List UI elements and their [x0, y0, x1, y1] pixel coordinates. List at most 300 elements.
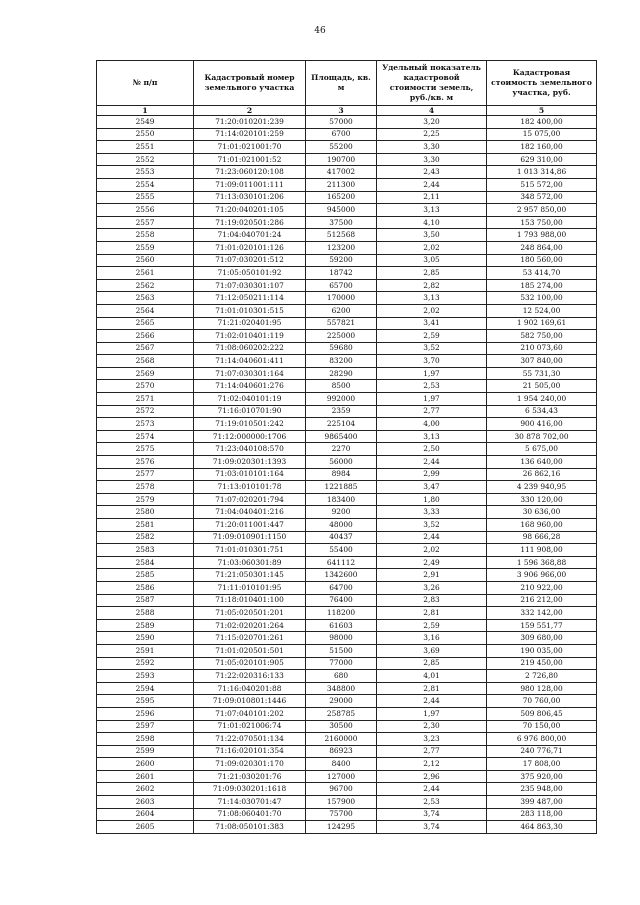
cadastral-value-cell: 216 212,00	[487, 594, 597, 607]
table-row	[97, 821, 597, 834]
row-number-cell: 2579	[97, 493, 194, 506]
area-cell: 190700	[306, 153, 377, 166]
row-number-cell: 2588	[97, 607, 194, 620]
cadastral-value-cell: 190 035,00	[487, 644, 597, 657]
cadastral-value-cell: 12 524,00	[487, 304, 597, 317]
cadastral-number-cell: 71:23:060120:108	[194, 166, 306, 179]
cadastral-value-cell: 330 120,00	[487, 493, 597, 506]
cadastral-value-cell: 1 902 169,61	[487, 317, 597, 330]
cadastral-number-cell: 71:05:050101:92	[194, 267, 306, 280]
specific-value-cell: 2,25	[377, 128, 487, 141]
table-row	[97, 644, 597, 657]
cadastral-value-cell: 55 731,30	[487, 367, 597, 380]
cadastral-number-cell: 71:09:010801:1446	[194, 695, 306, 708]
area-cell: 225000	[306, 330, 377, 343]
cadastral-number-cell: 71:21:050301:145	[194, 569, 306, 582]
cadastral-number-cell: 71:05:020101:905	[194, 657, 306, 670]
row-number-cell: 2596	[97, 707, 194, 720]
cadastral-number-cell: 71:09:010901:1150	[194, 531, 306, 544]
cadastral-value-cell: 283 118,00	[487, 808, 597, 821]
row-number-cell: 2585	[97, 569, 194, 582]
cadastral-number-cell: 71:16:040201:88	[194, 682, 306, 695]
table-row	[97, 153, 597, 166]
table-row	[97, 418, 597, 431]
table-row	[97, 808, 597, 821]
cadastral-value-cell: 629 310,00	[487, 153, 597, 166]
cadastral-value-cell: 240 776,71	[487, 745, 597, 758]
cadastral-number-cell: 71:20:010201:239	[194, 116, 306, 129]
table-row	[97, 481, 597, 494]
specific-value-cell: 2,77	[377, 745, 487, 758]
cadastral-value-cell: 185 274,00	[487, 279, 597, 292]
row-number-cell: 2580	[97, 506, 194, 519]
area-cell: 8984	[306, 468, 377, 481]
table-row	[97, 178, 597, 191]
cadastral-value-cell: 168 960,00	[487, 519, 597, 532]
area-cell: 211300	[306, 178, 377, 191]
cadastral-number-cell: 71:01:010301:751	[194, 544, 306, 557]
cadastral-value-cell: 248 864,00	[487, 241, 597, 254]
table-row	[97, 670, 597, 683]
row-number-cell: 2601	[97, 770, 194, 783]
table-row	[97, 330, 597, 343]
cadastral-value-cell: 582 750,00	[487, 330, 597, 343]
area-cell: 512568	[306, 229, 377, 242]
area-cell: 258785	[306, 707, 377, 720]
row-number-cell: 2605	[97, 821, 194, 834]
cadastral-number-cell: 71:18:010401:100	[194, 594, 306, 607]
table-row	[97, 506, 597, 519]
row-number-cell: 2593	[97, 670, 194, 683]
cadastral-number-cell: 71:08:060401:70	[194, 808, 306, 821]
cadastral-number-cell: 71:12:050211:114	[194, 292, 306, 305]
area-cell: 348800	[306, 682, 377, 695]
table-row	[97, 367, 597, 380]
area-cell: 61603	[306, 619, 377, 632]
table-row	[97, 770, 597, 783]
cadastral-value-cell: 70 760,00	[487, 695, 597, 708]
table-row	[97, 720, 597, 733]
cadastral-number-cell: 71:22:070501:134	[194, 733, 306, 746]
row-number-cell: 2553	[97, 166, 194, 179]
row-number-cell: 2599	[97, 745, 194, 758]
cadastral-value-cell: 1 954 240,00	[487, 393, 597, 406]
table-row	[97, 531, 597, 544]
cadastral-number-cell: 71:13:030101:206	[194, 191, 306, 204]
cadastral-number-cell: 71:03:060301:89	[194, 556, 306, 569]
row-number-cell: 2578	[97, 481, 194, 494]
area-cell: 8500	[306, 380, 377, 393]
area-cell: 123200	[306, 241, 377, 254]
page-number: 46	[314, 26, 326, 36]
row-number-cell: 2603	[97, 796, 194, 809]
area-cell: 127000	[306, 770, 377, 783]
row-number-cell: 2602	[97, 783, 194, 796]
area-cell: 157900	[306, 796, 377, 809]
area-cell: 2270	[306, 443, 377, 456]
cadastral-value-cell: 70 150,00	[487, 720, 597, 733]
area-cell: 28290	[306, 367, 377, 380]
cadastral-number-cell: 71:14:020101:259	[194, 128, 306, 141]
row-number-cell: 2590	[97, 632, 194, 645]
row-number-cell: 2576	[97, 456, 194, 469]
row-number-cell: 2554	[97, 178, 194, 191]
table-row	[97, 745, 597, 758]
table-row	[97, 657, 597, 670]
table-row	[97, 380, 597, 393]
cadastral-value-cell: 464 863,30	[487, 821, 597, 834]
specific-value-cell: 3,52	[377, 342, 487, 355]
area-cell: 6700	[306, 128, 377, 141]
specific-value-cell: 1,97	[377, 367, 487, 380]
specific-value-cell: 2,02	[377, 304, 487, 317]
area-cell: 417002	[306, 166, 377, 179]
specific-value-cell: 2,59	[377, 330, 487, 343]
row-number-cell: 2560	[97, 254, 194, 267]
row-number-cell: 2550	[97, 128, 194, 141]
cadastral-number-cell: 71:09:020301:1393	[194, 456, 306, 469]
cadastral-number-cell: 71:07:030301:107	[194, 279, 306, 292]
row-number-cell: 2565	[97, 317, 194, 330]
cadastral-number-cell: 71:01:021001:70	[194, 141, 306, 154]
table-row	[97, 355, 597, 368]
cadastral-value-cell: 30 636,00	[487, 506, 597, 519]
area-cell: 2359	[306, 405, 377, 418]
area-cell: 557821	[306, 317, 377, 330]
cadastral-value-cell: 1 596 368,88	[487, 556, 597, 569]
cadastral-number-cell: 71:07:030201:512	[194, 254, 306, 267]
row-number-cell: 2604	[97, 808, 194, 821]
area-cell: 75700	[306, 808, 377, 821]
row-number-cell: 2597	[97, 720, 194, 733]
table-row	[97, 317, 597, 330]
row-number-cell: 2569	[97, 367, 194, 380]
cadastral-value-cell: 1 793 988,00	[487, 229, 597, 242]
specific-value-cell: 1,97	[377, 707, 487, 720]
specific-value-cell: 2,96	[377, 770, 487, 783]
table-row	[97, 116, 597, 129]
area-cell: 59680	[306, 342, 377, 355]
row-number-cell: 2598	[97, 733, 194, 746]
cadastral-number-cell: 71:08:060202:222	[194, 342, 306, 355]
cadastral-number-cell: 71:01:021001:52	[194, 153, 306, 166]
area-cell: 2160000	[306, 733, 377, 746]
table-row	[97, 707, 597, 720]
table-row	[97, 342, 597, 355]
row-number-cell: 2591	[97, 644, 194, 657]
cadastral-number-cell: 71:01:020501:501	[194, 644, 306, 657]
table-row	[97, 556, 597, 569]
area-cell: 51500	[306, 644, 377, 657]
cadastral-value-cell: 21 505,00	[487, 380, 597, 393]
header-row-number: № п/п	[97, 61, 194, 106]
table-row	[97, 304, 597, 317]
area-cell: 48000	[306, 519, 377, 532]
specific-value-cell: 3,69	[377, 644, 487, 657]
area-cell: 64700	[306, 581, 377, 594]
cadastral-number-cell: 71:01:010301:515	[194, 304, 306, 317]
specific-value-cell: 2,77	[377, 405, 487, 418]
specific-value-cell: 2,43	[377, 166, 487, 179]
table-row	[97, 632, 597, 645]
specific-value-cell: 2,30	[377, 720, 487, 733]
cadastral-number-cell: 71:22:020316:133	[194, 670, 306, 683]
header-cadastral-value: Кадастровая стоимость земельного участка, руб.	[487, 61, 597, 106]
cadastral-number-cell: 71:02:010401:119	[194, 330, 306, 343]
table-row	[97, 393, 597, 406]
cadastral-number-cell: 71:13:010101:78	[194, 481, 306, 494]
table-row	[97, 682, 597, 695]
table-row	[97, 581, 597, 594]
column-number: 2	[194, 106, 306, 116]
specific-value-cell: 2,02	[377, 241, 487, 254]
row-number-cell: 2570	[97, 380, 194, 393]
cadastral-number-cell: 71:20:011001:447	[194, 519, 306, 532]
area-cell: 77000	[306, 657, 377, 670]
table-row	[97, 468, 597, 481]
row-number-cell: 2562	[97, 279, 194, 292]
row-number-cell: 2571	[97, 393, 194, 406]
table-row	[97, 493, 597, 506]
area-cell: 8400	[306, 758, 377, 771]
specific-value-cell: 2,44	[377, 531, 487, 544]
table-row	[97, 758, 597, 771]
row-number-cell: 2584	[97, 556, 194, 569]
cadastral-value-cell: 30 878 702,00	[487, 430, 597, 443]
cadastral-value-cell: 15 075,00	[487, 128, 597, 141]
cadastral-value-cell: 515 572,00	[487, 178, 597, 191]
table-row	[97, 204, 597, 217]
area-cell: 86923	[306, 745, 377, 758]
specific-value-cell: 2,44	[377, 456, 487, 469]
header-area: Площадь, кв. м	[306, 61, 377, 106]
area-cell: 9865400	[306, 430, 377, 443]
area-cell: 65700	[306, 279, 377, 292]
area-cell: 18742	[306, 267, 377, 280]
row-number-cell: 2573	[97, 418, 194, 431]
table-row	[97, 569, 597, 582]
specific-value-cell: 3,30	[377, 153, 487, 166]
specific-value-cell: 3,23	[377, 733, 487, 746]
row-number-cell: 2552	[97, 153, 194, 166]
cadastral-number-cell: 71:09:020301:170	[194, 758, 306, 771]
cadastral-value-cell: 210 922,00	[487, 581, 597, 594]
cadastral-number-cell: 71:19:010501:242	[194, 418, 306, 431]
cadastral-value-cell: 17 808,00	[487, 758, 597, 771]
cadastral-value-cell: 980 128,00	[487, 682, 597, 695]
row-number-cell: 2558	[97, 229, 194, 242]
cadastral-number-cell: 71:23:040108:570	[194, 443, 306, 456]
cadastral-number-cell: 71:14:040601:276	[194, 380, 306, 393]
area-cell: 165200	[306, 191, 377, 204]
specific-value-cell: 2,50	[377, 443, 487, 456]
cadastral-number-cell: 71:14:030701:47	[194, 796, 306, 809]
cadastral-value-cell: 5 675,00	[487, 443, 597, 456]
cadastral-number-cell: 71:07:040101:202	[194, 707, 306, 720]
table-row	[97, 229, 597, 242]
row-number-cell: 2583	[97, 544, 194, 557]
specific-value-cell: 3,70	[377, 355, 487, 368]
cadastral-number-cell: 71:09:011001:111	[194, 178, 306, 191]
cadastral-value-cell: 2 957 850,00	[487, 204, 597, 217]
table-row	[97, 405, 597, 418]
row-number-cell: 2555	[97, 191, 194, 204]
specific-value-cell: 2,81	[377, 607, 487, 620]
column-number: 3	[306, 106, 377, 116]
row-number-cell: 2561	[97, 267, 194, 280]
row-number-cell: 2581	[97, 519, 194, 532]
row-number-cell: 2551	[97, 141, 194, 154]
table-row	[97, 443, 597, 456]
cadastral-value-cell: 235 948,00	[487, 783, 597, 796]
area-cell: 56000	[306, 456, 377, 469]
specific-value-cell: 3,05	[377, 254, 487, 267]
table-row	[97, 141, 597, 154]
table-row	[97, 279, 597, 292]
area-cell: 57000	[306, 116, 377, 129]
column-number: 5	[487, 106, 597, 116]
cadastral-value-cell: 307 840,00	[487, 355, 597, 368]
cadastral-value-cell: 309 680,00	[487, 632, 597, 645]
specific-value-cell: 2,12	[377, 758, 487, 771]
table-row	[97, 128, 597, 141]
cadastral-value-cell: 210 073,60	[487, 342, 597, 355]
cadastral-value-cell: 53 414,70	[487, 267, 597, 280]
cadastral-value-cell: 180 560,00	[487, 254, 597, 267]
specific-value-cell: 3,74	[377, 808, 487, 821]
cadastral-number-cell: 71:01:021006:74	[194, 720, 306, 733]
area-cell: 641112	[306, 556, 377, 569]
row-number-cell: 2574	[97, 430, 194, 443]
specific-value-cell: 2,85	[377, 267, 487, 280]
specific-value-cell: 1,97	[377, 393, 487, 406]
table-row	[97, 594, 597, 607]
table-row	[97, 216, 597, 229]
cadastral-value-cell: 6 976 800,00	[487, 733, 597, 746]
row-number-cell: 2559	[97, 241, 194, 254]
cadastral-number-cell: 71:02:020201:264	[194, 619, 306, 632]
cadastral-number-cell: 71:11:010101:95	[194, 581, 306, 594]
specific-value-cell: 3,20	[377, 116, 487, 129]
cadastral-value-cell: 375 920,00	[487, 770, 597, 783]
table-row	[97, 191, 597, 204]
specific-value-cell: 3,74	[377, 821, 487, 834]
row-number-cell: 2564	[97, 304, 194, 317]
table-row	[97, 733, 597, 746]
area-cell: 170000	[306, 292, 377, 305]
cadastral-number-cell: 71:07:030301:164	[194, 367, 306, 380]
area-cell: 30500	[306, 720, 377, 733]
specific-value-cell: 4,01	[377, 670, 487, 683]
cadastral-number-cell: 71:12:000000:1706	[194, 430, 306, 443]
area-cell: 59200	[306, 254, 377, 267]
row-number-cell: 2589	[97, 619, 194, 632]
area-cell: 29000	[306, 695, 377, 708]
cadastral-value-cell: 182 400,00	[487, 116, 597, 129]
table-body	[97, 116, 597, 834]
header-specific-value: Удельный показатель кадастровой стоимости земель, руб./кв. м	[377, 61, 487, 106]
cadastral-number-cell: 71:21:020401:95	[194, 317, 306, 330]
cadastral-number-cell: 71:02:040101:19	[194, 393, 306, 406]
specific-value-cell: 2,83	[377, 594, 487, 607]
cadastral-number-cell: 71:21:030201:76	[194, 770, 306, 783]
specific-value-cell: 3,13	[377, 292, 487, 305]
cadastral-value-cell: 348 572,00	[487, 191, 597, 204]
area-cell: 76400	[306, 594, 377, 607]
cadastral-value-cell: 219 450,00	[487, 657, 597, 670]
specific-value-cell: 3,13	[377, 204, 487, 217]
row-number-cell: 2600	[97, 758, 194, 771]
specific-value-cell: 3,47	[377, 481, 487, 494]
area-cell: 118200	[306, 607, 377, 620]
row-number-cell: 2563	[97, 292, 194, 305]
area-cell: 183400	[306, 493, 377, 506]
specific-value-cell: 2,82	[377, 279, 487, 292]
cadastral-number-cell: 71:04:040401:216	[194, 506, 306, 519]
specific-value-cell: 2,11	[377, 191, 487, 204]
specific-value-cell: 2,44	[377, 695, 487, 708]
cadastral-number-cell: 71:08:050101:383	[194, 821, 306, 834]
cadastral-number-cell: 71:19:020501:286	[194, 216, 306, 229]
column-number: 1	[97, 106, 194, 116]
area-cell: 225104	[306, 418, 377, 431]
row-number-cell: 2575	[97, 443, 194, 456]
row-number-cell: 2572	[97, 405, 194, 418]
specific-value-cell: 3,16	[377, 632, 487, 645]
area-cell: 83200	[306, 355, 377, 368]
cadastral-value-cell: 900 416,00	[487, 418, 597, 431]
cadastral-value-cell: 111 908,00	[487, 544, 597, 557]
cadastral-value-cell: 4 239 940,95	[487, 481, 597, 494]
row-number-cell: 2567	[97, 342, 194, 355]
area-cell: 1221885	[306, 481, 377, 494]
specific-value-cell: 2,99	[377, 468, 487, 481]
cadastral-value-cell: 3 906 966,00	[487, 569, 597, 582]
row-number-cell: 2582	[97, 531, 194, 544]
area-cell: 680	[306, 670, 377, 683]
specific-value-cell: 3,41	[377, 317, 487, 330]
column-number: 4	[377, 106, 487, 116]
cadastral-number-cell: 71:16:010701:90	[194, 405, 306, 418]
table-row	[97, 166, 597, 179]
header-row	[97, 61, 597, 106]
table-row	[97, 519, 597, 532]
area-cell: 55400	[306, 544, 377, 557]
table-row	[97, 607, 597, 620]
cadastral-number-cell: 71:20:040201:105	[194, 204, 306, 217]
cadastral-value-cell: 136 640,00	[487, 456, 597, 469]
specific-value-cell: 2,53	[377, 380, 487, 393]
area-cell: 945000	[306, 204, 377, 217]
specific-value-cell: 3,13	[377, 430, 487, 443]
specific-value-cell: 2,53	[377, 796, 487, 809]
cadastral-number-cell: 71:05:020501:201	[194, 607, 306, 620]
cadastral-value-cell: 532 100,00	[487, 292, 597, 305]
cadastral-number-cell: 71:15:020701:261	[194, 632, 306, 645]
header-cadastral-number: Кадастровый номер земельного участка	[194, 61, 306, 106]
area-cell: 6200	[306, 304, 377, 317]
area-cell: 124295	[306, 821, 377, 834]
cadastral-value-cell: 509 806,45	[487, 707, 597, 720]
cadastral-value-cell: 1 013 314,86	[487, 166, 597, 179]
specific-value-cell: 2,44	[377, 178, 487, 191]
cadastral-value-table	[96, 60, 597, 834]
area-cell: 96700	[306, 783, 377, 796]
area-cell: 1342600	[306, 569, 377, 582]
specific-value-cell: 3,33	[377, 506, 487, 519]
row-number-cell: 2587	[97, 594, 194, 607]
cadastral-number-cell: 71:03:010101:164	[194, 468, 306, 481]
